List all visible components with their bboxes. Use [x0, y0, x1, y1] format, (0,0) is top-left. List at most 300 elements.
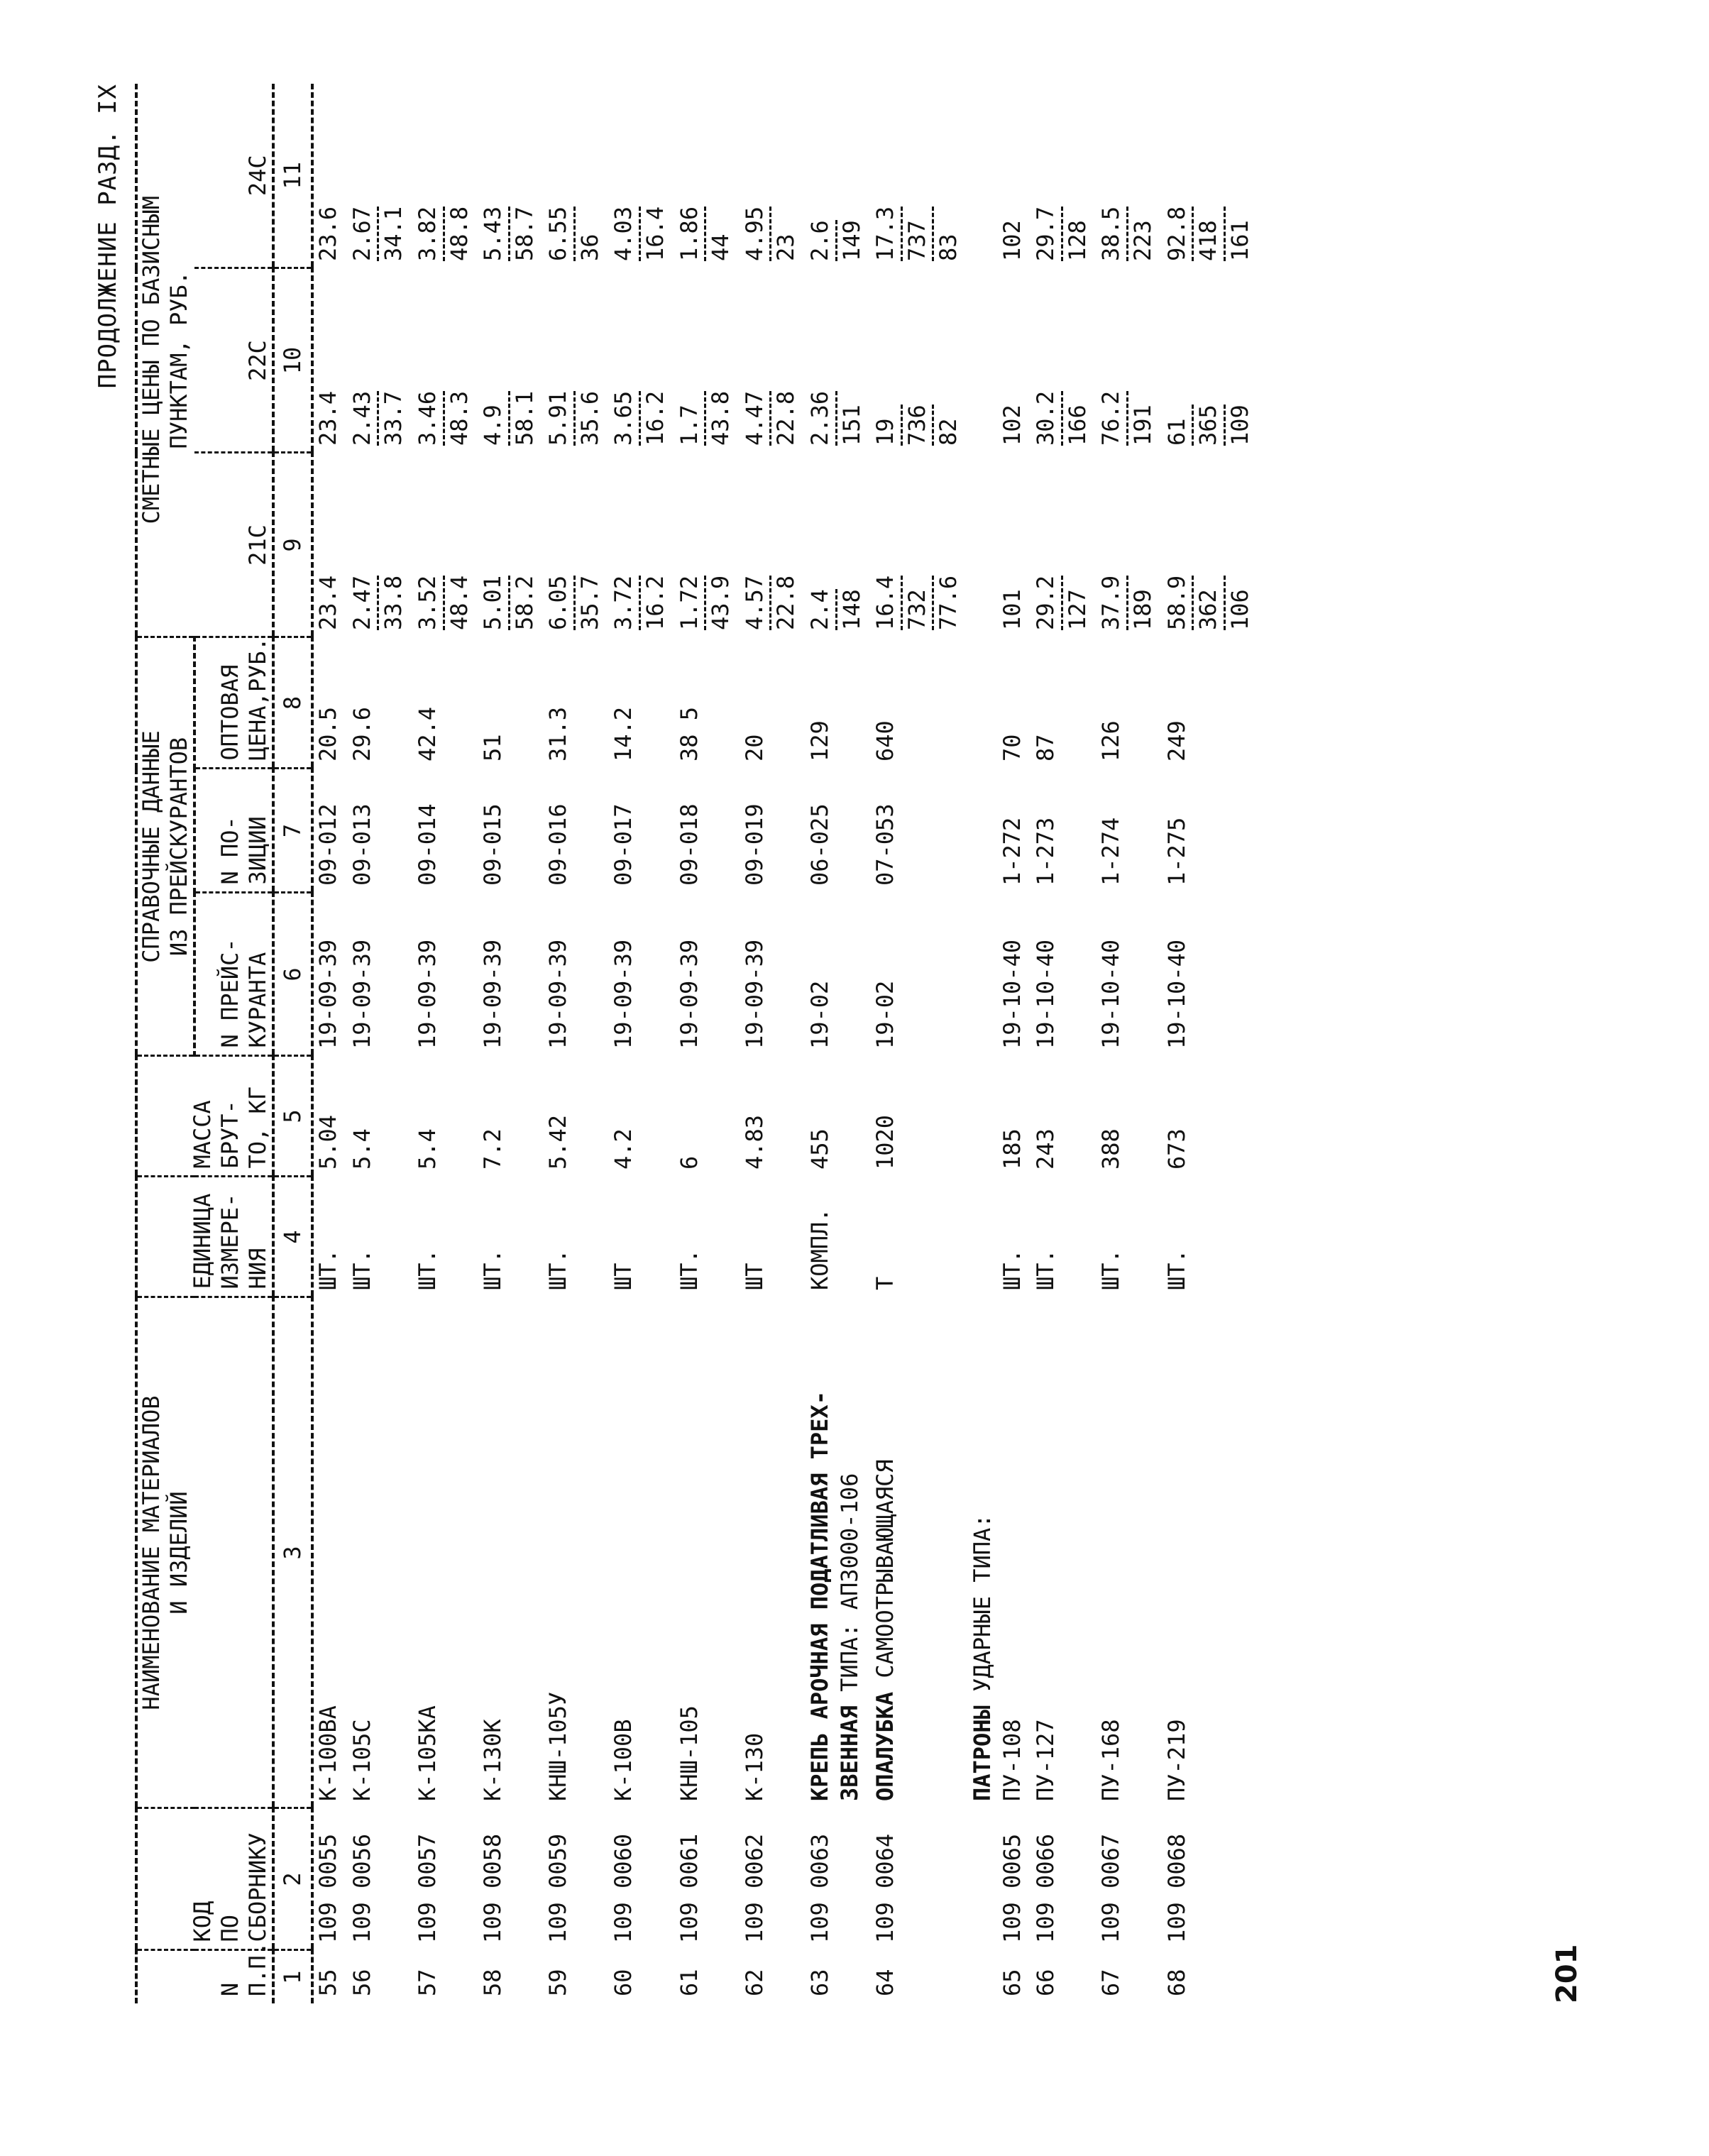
row-price-24c-line: 223 — [1128, 220, 1156, 261]
row-price-24c — [871, 84, 964, 268]
row-material-name-text: ПУ-219 — [1163, 1719, 1190, 1801]
row-price-list: 19-09-39 — [610, 939, 637, 1049]
row-price-21c-line: 3.72 — [609, 576, 641, 630]
row-price-21c — [348, 453, 409, 637]
row-code: 109 0059 — [544, 1833, 572, 1943]
row-price-22c-line: 16.2 — [642, 390, 669, 446]
row-price-24c-line: 23 — [772, 233, 800, 261]
colnum: 3 — [273, 1297, 312, 1808]
row-number: 64 — [872, 1969, 899, 1996]
row-price-21c-line: 16.4 — [871, 576, 903, 630]
row-price-24c — [544, 84, 605, 268]
row-price-22c-line: 23.4 — [314, 390, 342, 446]
group-heading-bold: ПАТРОНЫ — [969, 1705, 996, 1801]
row-price-list: 19-09-39 — [740, 939, 768, 1049]
header-n: N П.П. — [136, 1950, 273, 2003]
colnum: 4 — [273, 1177, 312, 1297]
row-material-name — [871, 1297, 964, 1808]
row-material-name-text: ПУ-127 — [1032, 1719, 1060, 1801]
row-wholesale: 51 — [479, 734, 507, 761]
row-price-22c — [1163, 268, 1255, 453]
row-price-22c — [1097, 268, 1158, 453]
row-material-name — [806, 1297, 867, 1808]
header-prices-group: СМЕТНЫЕ ЦЕНЫ ПО БАЗИСНЫМ ПУНКТАМ, РУБ. — [136, 84, 194, 637]
row-price-list: 19-09-39 — [314, 939, 342, 1049]
row-price-24c-line: 149 — [837, 220, 865, 261]
row-material-name — [740, 1297, 801, 1808]
row-price-22c-line: 2.43 — [348, 391, 380, 446]
row-number: 67 — [1097, 1969, 1125, 1996]
row-price-21c-line: 43.9 — [707, 575, 735, 630]
row-mass: 5.4 — [413, 1128, 441, 1170]
row-price-24c — [348, 84, 409, 268]
row-price-22c-line: 48.3 — [445, 390, 473, 446]
row-price-24c — [675, 84, 736, 268]
row-price-24c — [413, 84, 474, 268]
row-price-21c-line: 4.57 — [740, 576, 772, 630]
row-price-21c-line: 106 — [1226, 589, 1253, 630]
row-price-22c-line: 4.9 — [478, 391, 510, 446]
row-price-22c-line: 3.65 — [609, 391, 641, 446]
table-row — [312, 84, 344, 2003]
row-price-21c-line: 5.01 — [478, 576, 510, 630]
row-price-21c-line: 101 — [998, 589, 1026, 630]
row-price-21c-line: 58.2 — [510, 575, 538, 630]
row-price-24c-line: 58.7 — [510, 206, 538, 261]
row-position: 09-014 — [413, 803, 441, 886]
row-code: 109 0061 — [675, 1833, 703, 1943]
table-row — [871, 84, 964, 2003]
row-price-22c — [413, 268, 474, 453]
row-wholesale: 38 5 — [675, 706, 703, 761]
row-position: 06-025 — [806, 803, 834, 886]
row-unit: ШТ. — [413, 1249, 441, 1290]
row-price-24c — [998, 84, 1028, 268]
row-price-21c-line: 58.9 — [1163, 576, 1194, 630]
row-number: 68 — [1163, 1969, 1190, 1996]
row-price-22c-line: 3.46 — [413, 391, 445, 446]
header-mass: МАССА БРУТ- ТО, КГ — [136, 1056, 273, 1177]
row-price-22c — [544, 268, 605, 453]
row-price-24c-line: 4.03 — [609, 207, 641, 261]
row-material-name-text: САМООТРЫВАЮЩАЯСЯ — [872, 1459, 899, 1678]
colnum: 2 — [273, 1808, 312, 1950]
colnum: 9 — [273, 453, 312, 637]
row-code: 109 0062 — [740, 1833, 768, 1943]
row-number: 66 — [1032, 1969, 1060, 1996]
row-wholesale: 42.4 — [413, 706, 441, 761]
row-price-21c-line: 29.2 — [1031, 576, 1063, 630]
row-mass: 4.2 — [610, 1128, 637, 1170]
row-price-22c-line: 33.7 — [380, 390, 407, 446]
row-material-name — [998, 1297, 1028, 1808]
row-code: 109 0066 — [1032, 1833, 1060, 1943]
row-position: 1-275 — [1163, 817, 1190, 886]
group-heading-text: УДАРНЫЕ ТИПА: — [969, 1514, 996, 1692]
row-price-24c-line: 128 — [1063, 220, 1091, 261]
row-code: 109 0055 — [314, 1833, 342, 1943]
row-material-name-text: К-105С — [348, 1719, 375, 1801]
row-price-21c — [1031, 453, 1092, 637]
row-price-22c-line: 1.7 — [675, 391, 707, 446]
row-price-24c — [312, 84, 344, 268]
row-unit: ШТ — [740, 1263, 768, 1290]
row-material-name-text: К-130 — [740, 1732, 768, 1801]
row-material-name — [609, 1297, 670, 1808]
row-price-24c-line: 2.67 — [348, 207, 380, 261]
header-position: N ПО- ЗИЦИИ — [194, 769, 273, 893]
table-row — [413, 84, 474, 2003]
row-price-22c-line: 365 — [1194, 405, 1226, 446]
row-price-21c — [544, 453, 605, 637]
row-price-22c — [740, 268, 801, 453]
row-material-name-text: К-130К — [479, 1719, 507, 1801]
row-unit: Т — [872, 1276, 899, 1290]
row-price-24c-line: 38.5 — [1097, 207, 1128, 261]
row-material-name-text: К-105КА — [413, 1705, 441, 1801]
row-price-21c — [413, 453, 474, 637]
row-price-22c-line: 4.47 — [740, 391, 772, 446]
row-wholesale: 640 — [872, 720, 899, 761]
row-price-21c-line: 1.72 — [675, 576, 707, 630]
colnum: 10 — [273, 268, 312, 453]
colnum: 8 — [273, 637, 312, 769]
row-price-24c-line: 102 — [998, 220, 1026, 261]
row-price-22c — [998, 268, 1028, 453]
row-unit: ШТ. — [675, 1249, 703, 1290]
row-price-21c-line: 22.8 — [772, 575, 800, 630]
row-price-24c-line: 36 — [576, 233, 603, 261]
row-price-21c-line: 2.4 — [806, 589, 837, 630]
row-price-22c — [675, 268, 736, 453]
header-code: КОД ПО СБОРНИКУ — [136, 1808, 273, 1950]
row-price-21c-line: 362 — [1194, 576, 1226, 630]
row-mass: 5.4 — [348, 1128, 375, 1170]
row-number: 59 — [544, 1969, 572, 1996]
row-price-24c-line: 5.43 — [478, 207, 510, 261]
row-price-24c-line: 737 — [903, 207, 935, 261]
row-material-name-text: К-100ВА — [314, 1705, 342, 1801]
row-material-name — [544, 1297, 605, 1808]
row-mass: 7.2 — [479, 1128, 507, 1170]
table-row — [1163, 84, 1255, 2003]
row-price-24c-line: 1.86 — [675, 207, 707, 261]
row-position: 09-018 — [675, 803, 703, 886]
row-code: 109 0068 — [1163, 1833, 1190, 1943]
row-number: 65 — [998, 1969, 1026, 1996]
row-price-22c-line: 22.8 — [772, 390, 800, 446]
row-wholesale: 70 — [998, 734, 1026, 761]
row-price-21c-line: 23.4 — [314, 575, 342, 630]
header-p21: 21С — [194, 453, 273, 637]
row-unit: ШТ. — [1097, 1249, 1125, 1290]
row-price-22c-line: 191 — [1128, 405, 1156, 446]
row-wholesale: 20 — [740, 734, 768, 761]
row-price-24c-line: 92.8 — [1163, 207, 1194, 261]
row-price-21c — [1097, 453, 1158, 637]
row-price-24c-line: 2.6 — [806, 220, 837, 261]
row-position: 1-274 — [1097, 817, 1125, 886]
row-price-24c-line: 83 — [935, 233, 962, 261]
row-position: 09-012 — [314, 803, 342, 886]
column-number-row — [273, 84, 312, 2003]
row-code: 109 0058 — [479, 1833, 507, 1943]
row-code: 109 0063 — [806, 1833, 834, 1943]
row-price-22c-line: 43.8 — [707, 390, 735, 446]
row-price-24c — [478, 84, 539, 268]
row-material-name-bold: КРЕПЬ АРОЧНАЯ ПОДАТЛИВАЯ ТРЕХ- ЗВЕННАЯ — [806, 1391, 863, 1801]
row-price-21c-line: 127 — [1063, 589, 1091, 630]
row-wholesale: 29.6 — [348, 706, 375, 761]
row-number: 57 — [413, 1969, 441, 1996]
row-price-list: 19-10-40 — [1032, 939, 1060, 1049]
row-material-name-text: К-100В — [610, 1719, 637, 1801]
row-price-24c — [1163, 84, 1255, 268]
row-price-22c-line: 58.1 — [510, 390, 538, 446]
row-material-name — [1163, 1297, 1255, 1808]
row-price-24c-line: 4.95 — [740, 207, 772, 261]
table-row — [1097, 84, 1158, 2003]
row-price-24c-line: 48.8 — [445, 206, 473, 261]
row-mass: 6 — [675, 1155, 703, 1170]
header-unit: ЕДИНИЦА ИЗМЕРЕ- НИЯ — [136, 1177, 273, 1297]
table-row — [740, 84, 801, 2003]
row-mass: 5.42 — [544, 1114, 572, 1170]
row-price-21c — [806, 453, 867, 637]
row-price-21c — [740, 453, 801, 637]
colnum: 5 — [273, 1056, 312, 1177]
row-price-21c — [312, 453, 344, 637]
row-material-name-text: ПУ-108 — [998, 1719, 1026, 1801]
table-row — [1031, 84, 1092, 2003]
row-unit: ШТ. — [1163, 1249, 1190, 1290]
table-row — [478, 84, 539, 2003]
row-price-24c — [1031, 84, 1092, 268]
row-price-22c — [478, 268, 539, 453]
row-price-21c — [998, 453, 1028, 637]
row-price-21c-line: 33.8 — [380, 575, 407, 630]
row-price-21c — [1163, 453, 1255, 637]
row-price-list: 19-09-39 — [479, 939, 507, 1049]
row-position: 09-013 — [348, 803, 375, 886]
row-material-name — [348, 1297, 409, 1808]
row-mass: 673 — [1163, 1128, 1190, 1170]
row-position: 1-272 — [998, 817, 1026, 886]
row-material-name — [1097, 1297, 1158, 1808]
row-price-22c-line: 76.2 — [1097, 391, 1128, 446]
row-price-22c-line: 109 — [1226, 405, 1253, 446]
row-price-21c-line: 77.6 — [935, 575, 962, 630]
header-p22: 22С — [194, 268, 273, 453]
row-price-21c — [675, 453, 736, 637]
row-wholesale: 14.2 — [610, 706, 637, 761]
row-price-22c-line: 82 — [935, 418, 962, 446]
row-material-name-text: КНШ-105У — [544, 1691, 572, 1801]
row-price-list: 19-10-40 — [1163, 939, 1190, 1049]
colnum: 1 — [273, 1950, 312, 2003]
row-price-22c-line: 102 — [998, 405, 1026, 446]
row-number: 62 — [740, 1969, 768, 1996]
row-price-list: 19-02 — [872, 980, 899, 1049]
row-unit: ШТ. — [348, 1249, 375, 1290]
row-price-24c-line: 16.4 — [642, 206, 669, 261]
row-price-24c-line: 29.7 — [1031, 207, 1063, 261]
row-price-21c — [871, 453, 964, 637]
row-material-name — [1031, 1297, 1092, 1808]
page-number: 201 — [1551, 1944, 1583, 2003]
row-price-21c-line: 189 — [1128, 589, 1156, 630]
row-price-22c-line: 61 — [1163, 405, 1194, 446]
table-header — [136, 84, 312, 2003]
row-material-name-text: ПУ-168 — [1097, 1719, 1125, 1801]
row-unit: КОМПЛ. — [806, 1208, 834, 1290]
row-mass: 243 — [1032, 1128, 1060, 1170]
row-price-21c-line: 37.9 — [1097, 576, 1128, 630]
row-price-22c — [609, 268, 670, 453]
table-row — [609, 84, 670, 2003]
row-unit: ШТ. — [479, 1249, 507, 1290]
row-price-22c-line: 2.36 — [806, 391, 837, 446]
colnum: 11 — [273, 84, 312, 268]
row-code: 109 0060 — [610, 1833, 637, 1943]
row-price-21c-line: 732 — [903, 576, 935, 630]
table-row — [544, 84, 605, 2003]
row-price-24c-line: 44 — [707, 233, 735, 261]
header-price-list: N ПРЕЙС- КУРАНТА — [194, 893, 273, 1056]
row-material-name — [413, 1297, 474, 1808]
row-price-21c — [478, 453, 539, 637]
row-price-21c-line: 3.52 — [413, 576, 445, 630]
row-position: 09-016 — [544, 803, 572, 886]
row-number: 61 — [675, 1969, 703, 1996]
row-price-22c — [806, 268, 867, 453]
header-p24: 24С — [194, 84, 273, 268]
row-price-21c-line: 16.2 — [642, 575, 669, 630]
row-price-list: 19-02 — [806, 980, 834, 1049]
row-price-list: 19-09-39 — [544, 939, 572, 1049]
table-body — [312, 84, 1259, 2003]
row-price-24c — [806, 84, 867, 268]
row-unit: ШТ. — [1032, 1249, 1060, 1290]
row-position: 09-019 — [740, 803, 768, 886]
row-price-22c — [871, 268, 964, 453]
row-unit: ШТ. — [314, 1249, 342, 1290]
row-price-21c-line: 35.7 — [576, 575, 603, 630]
row-position: 09-015 — [479, 803, 507, 886]
row-price-22c-line: 19 — [871, 405, 903, 446]
row-wholesale: 249 — [1163, 720, 1190, 761]
row-unit: ШТ — [610, 1263, 637, 1290]
row-price-24c-line: 3.82 — [413, 207, 445, 261]
row-material-name-bold: ОПАЛУБКА — [872, 1691, 899, 1801]
row-price-22c-line: 151 — [837, 405, 865, 446]
row-material-name-text: КНШ-105 — [675, 1705, 703, 1801]
row-wholesale: 20.5 — [314, 706, 342, 761]
row-price-22c — [312, 268, 344, 453]
row-price-24c — [609, 84, 670, 268]
row-price-21c — [609, 453, 670, 637]
row-mass: 388 — [1097, 1128, 1125, 1170]
row-mass: 4.83 — [740, 1114, 768, 1170]
row-number: 55 — [314, 1969, 342, 1996]
row-mass: 185 — [998, 1128, 1026, 1170]
row-price-24c — [1097, 84, 1158, 268]
row-position: 1-273 — [1032, 817, 1060, 886]
table-row — [675, 84, 736, 2003]
row-wholesale: 129 — [806, 720, 834, 761]
row-material-name — [675, 1297, 736, 1808]
row-price-24c — [740, 84, 801, 268]
group-heading — [968, 84, 998, 2003]
colnum: 7 — [273, 769, 312, 893]
row-price-21c-line: 2.47 — [348, 576, 380, 630]
row-price-21c-line: 48.4 — [445, 575, 473, 630]
row-code: 109 0057 — [413, 1833, 441, 1943]
table-row — [998, 84, 1028, 2003]
row-code: 109 0067 — [1097, 1833, 1125, 1943]
header-ref-group: СПРАВОЧНЫЕ ДАННЫЕ ИЗ ПРЕЙСКУРАНТОВ — [136, 637, 194, 1056]
row-price-list: 19-10-40 — [1097, 939, 1125, 1049]
table-row — [806, 84, 867, 2003]
table-row — [348, 84, 409, 2003]
colnum: 6 — [273, 893, 312, 1056]
row-mass: 5.04 — [314, 1114, 342, 1170]
page-header: ПРОДОЛЖЕНИЕ РАЗД. IX — [94, 84, 122, 389]
row-wholesale: 31.3 — [544, 706, 572, 761]
row-price-24c-line: 418 — [1194, 207, 1226, 261]
row-price-24c-line: 6.55 — [544, 207, 576, 261]
row-price-22c-line: 166 — [1063, 405, 1091, 446]
row-price-22c-line: 5.91 — [544, 391, 576, 446]
row-price-22c-line: 30.2 — [1031, 391, 1063, 446]
row-price-21c-line: 148 — [837, 589, 865, 630]
row-material-name-text: ТИПА: АП3000-106 — [835, 1473, 863, 1692]
row-code: 109 0064 — [872, 1833, 899, 1943]
row-wholesale: 126 — [1097, 720, 1125, 761]
row-price-21c-line: 6.05 — [544, 576, 576, 630]
row-price-22c — [1031, 268, 1092, 453]
row-number: 58 — [479, 1969, 507, 1996]
row-code: 109 0056 — [348, 1833, 375, 1943]
row-position: 09-017 — [610, 803, 637, 886]
row-mass: 1020 — [872, 1114, 899, 1170]
row-wholesale: 87 — [1032, 734, 1060, 761]
row-price-24c-line: 161 — [1226, 220, 1253, 261]
row-unit: ШТ. — [544, 1249, 572, 1290]
row-material-name — [312, 1297, 344, 1808]
row-code: 109 0065 — [998, 1833, 1026, 1943]
row-price-24c-line: 34.1 — [380, 206, 407, 261]
materials-price-table — [135, 84, 1259, 2003]
row-position: 07-053 — [872, 803, 899, 886]
row-material-name — [478, 1297, 539, 1808]
row-price-22c-line: 35.6 — [576, 390, 603, 446]
row-price-list: 19-09-39 — [348, 939, 375, 1049]
row-number: 56 — [348, 1969, 375, 1996]
row-price-24c-line: 17.3 — [871, 207, 903, 261]
table-row — [968, 84, 998, 2003]
row-mass: 455 — [806, 1128, 834, 1170]
row-unit: ШТ. — [998, 1249, 1026, 1290]
row-price-22c-line: 736 — [903, 405, 935, 446]
row-price-list: 19-10-40 — [998, 939, 1026, 1049]
row-price-list: 19-09-39 — [675, 939, 703, 1049]
row-price-22c — [348, 268, 409, 453]
row-number: 60 — [610, 1969, 637, 1996]
header-name: НАИМЕНОВАНИЕ МАТЕРИАЛОВ И ИЗДЕЛИЙ — [136, 1297, 273, 1808]
row-price-list: 19-09-39 — [413, 939, 441, 1049]
row-price-24c-line: 23.6 — [314, 206, 342, 261]
